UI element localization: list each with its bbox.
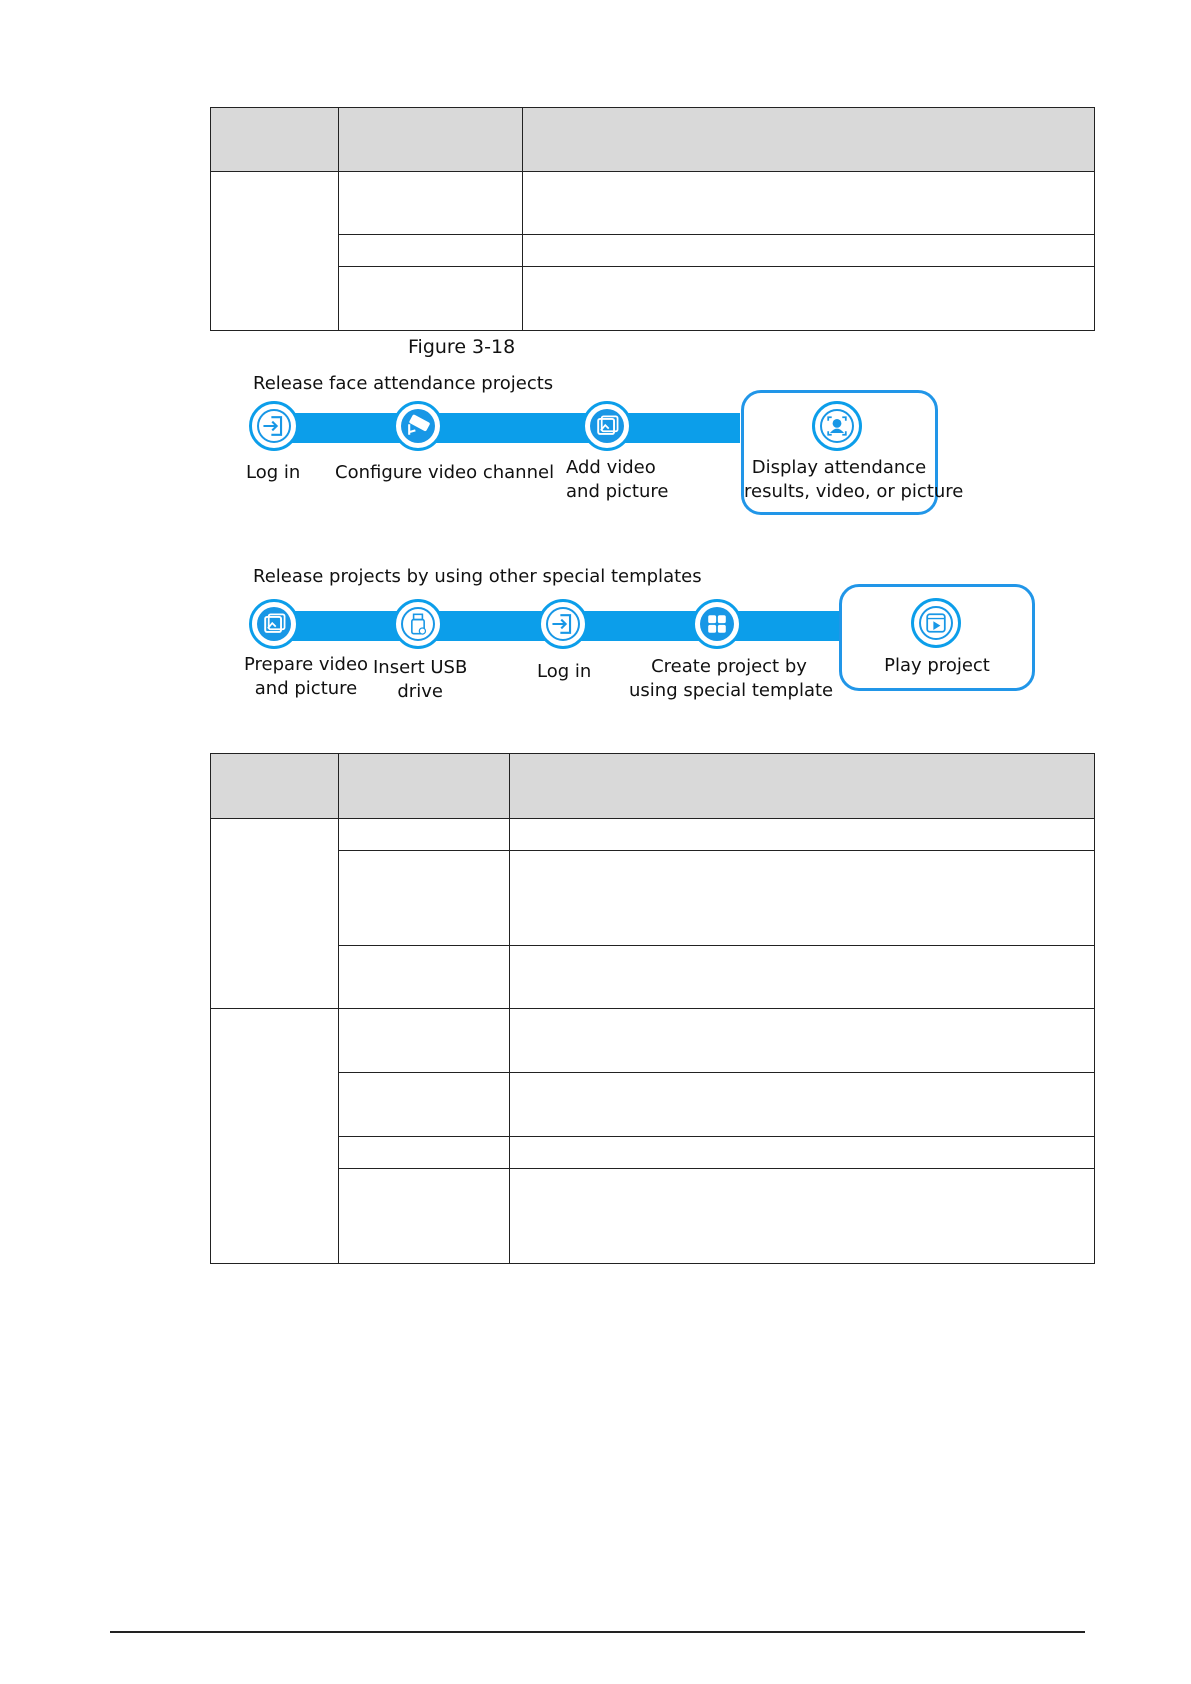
table-cell — [211, 171, 339, 330]
flow2-title: Release projects by using other special templates — [253, 566, 702, 587]
table-cell — [211, 819, 339, 1009]
table-cell — [510, 851, 1095, 946]
table-row — [211, 267, 1095, 331]
table-cell — [339, 946, 510, 1009]
flow2-step2-circle — [393, 599, 443, 649]
flow2-step1-label-line2: and picture — [254, 678, 358, 699]
flow1-title: Release face attendance projects — [253, 373, 554, 394]
table-cell — [339, 235, 523, 267]
flow1-step4-label-line2: results, video, or picture — [744, 481, 964, 502]
header-cell — [523, 108, 1095, 172]
flow2-step5-label: Play project — [884, 655, 990, 676]
table-cell — [339, 1009, 510, 1073]
flow1-step3-circle — [582, 401, 632, 451]
flow1-step4-circle — [812, 401, 862, 451]
table-header-row — [211, 754, 1095, 819]
table-cell — [339, 1169, 510, 1264]
table-cell — [510, 819, 1095, 851]
camera-icon — [396, 404, 440, 448]
flow1-step1-label: Log in — [246, 462, 301, 483]
flow2-step1-label-line1: Prepare video — [244, 654, 369, 675]
header-cell — [339, 108, 523, 172]
table-cell — [339, 819, 510, 851]
usb-icon — [396, 602, 440, 646]
flow1-step3-label-line1: Add video — [566, 457, 656, 478]
table-cell — [339, 1137, 510, 1169]
flow2-step5-circle — [911, 598, 961, 648]
flow1-step1-circle — [249, 401, 299, 451]
face-icon — [815, 404, 859, 448]
table-row — [211, 1137, 1095, 1169]
login-icon — [252, 404, 296, 448]
table-cell — [339, 267, 523, 331]
play-icon — [914, 601, 958, 645]
top-table — [210, 107, 1095, 331]
table-cell — [523, 235, 1095, 267]
picture-icon — [585, 404, 629, 448]
table-cell — [339, 171, 523, 235]
table-cell — [510, 1009, 1095, 1073]
flow2-step1-circle — [249, 599, 299, 649]
table-cell — [523, 267, 1095, 331]
flow2-step4-circle — [692, 599, 742, 649]
table-row — [211, 851, 1095, 946]
table-row — [211, 819, 1095, 851]
table-row — [211, 235, 1095, 267]
table-cell — [510, 946, 1095, 1009]
flow2-step3-label: Log in — [537, 661, 592, 682]
flow1-step3-label-line2: and picture — [566, 481, 669, 502]
header-cell — [339, 754, 510, 819]
flow2-step2-label-line2: drive — [397, 681, 443, 702]
table-row — [211, 946, 1095, 1009]
table-cell — [339, 1073, 510, 1137]
header-cell — [211, 108, 339, 172]
login-icon — [541, 602, 585, 646]
footer-rule — [110, 1631, 1085, 1633]
picture-icon — [252, 602, 296, 646]
header-cell — [211, 754, 339, 819]
table-header-row — [211, 108, 1095, 172]
flow2-step2-label-line1: Insert USB — [373, 657, 468, 678]
table-row — [211, 1169, 1095, 1264]
table-row — [211, 1073, 1095, 1137]
flow1-step2-label: Configure video channel — [335, 462, 555, 483]
header-cell — [510, 754, 1095, 819]
table-row — [211, 171, 1095, 235]
template-grid-icon — [695, 602, 739, 646]
flow1-step4-label-line1: Display attendance — [751, 457, 927, 478]
flow2-step4-label-line1: Create project by — [651, 656, 807, 677]
table-row — [211, 1009, 1095, 1073]
flow2-step4-label-line2: using special template — [629, 680, 834, 701]
flow2-step3-circle — [538, 599, 588, 649]
flow1-bar — [278, 413, 740, 443]
table-cell — [510, 1137, 1095, 1169]
table-cell — [339, 851, 510, 946]
figure-caption: Figure 3-18 — [408, 336, 516, 358]
bottom-table — [210, 753, 1095, 1264]
table-cell — [523, 171, 1095, 235]
table-cell — [211, 1009, 339, 1264]
table-cell — [510, 1169, 1095, 1264]
flow1-step2-circle — [393, 401, 443, 451]
table-cell — [510, 1073, 1095, 1137]
